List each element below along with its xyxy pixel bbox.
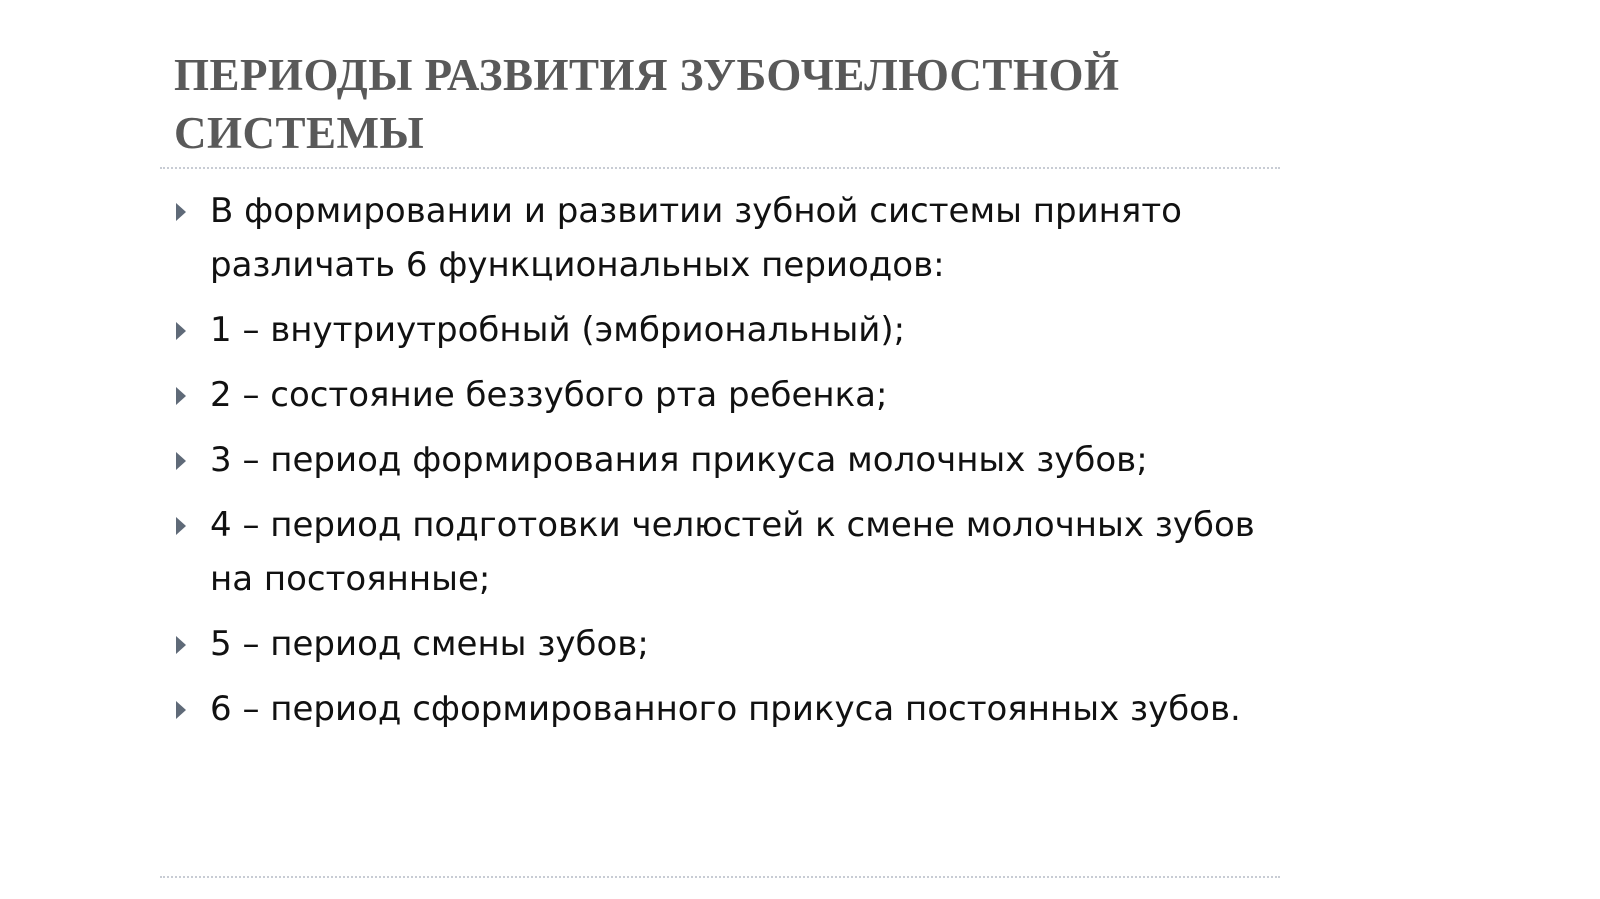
triangle-right-icon	[176, 636, 186, 654]
triangle-right-icon	[176, 387, 186, 405]
bullet-item-period-4	[172, 498, 1272, 606]
bullet-item-period-2	[172, 368, 1272, 422]
triangle-right-icon	[176, 701, 186, 719]
title-divider	[160, 167, 1280, 169]
bullet-text: 6 – период сформированного прикуса постоянных зубов.	[210, 689, 1241, 729]
bullet-list	[172, 184, 1272, 747]
bullet-text: 1 – внутриутробный (эмбриональный);	[210, 310, 906, 350]
bullet-text: 4 – период подготовки челюстей к смене молочных зубов на постоянные;	[210, 505, 1255, 599]
triangle-right-icon	[176, 322, 186, 340]
triangle-right-icon	[176, 517, 186, 535]
bullet-item-period-3	[172, 433, 1272, 487]
bullet-item-intro	[172, 184, 1272, 292]
bullet-text: 5 – период смены зубов;	[210, 624, 649, 664]
bullet-item-period-5	[172, 617, 1272, 671]
triangle-right-icon	[176, 203, 186, 221]
triangle-right-icon	[176, 452, 186, 470]
slide-title: ПЕРИОДЫ РАЗВИТИЯ ЗУБОЧЕЛЮСТНОЙ СИСТЕМЫ	[174, 50, 1120, 158]
footer-divider	[160, 876, 1280, 878]
bullet-text: 3 – период формирования прикуса молочных зубов;	[210, 440, 1148, 480]
bullet-text: В формировании и развитии зубной системы принято различать 6 функциональных периодов:	[210, 191, 1182, 285]
bullet-text: 2 – состояние беззубого рта ребенка;	[210, 375, 888, 415]
bullet-item-period-6	[172, 682, 1272, 736]
bullet-item-period-1	[172, 303, 1272, 357]
